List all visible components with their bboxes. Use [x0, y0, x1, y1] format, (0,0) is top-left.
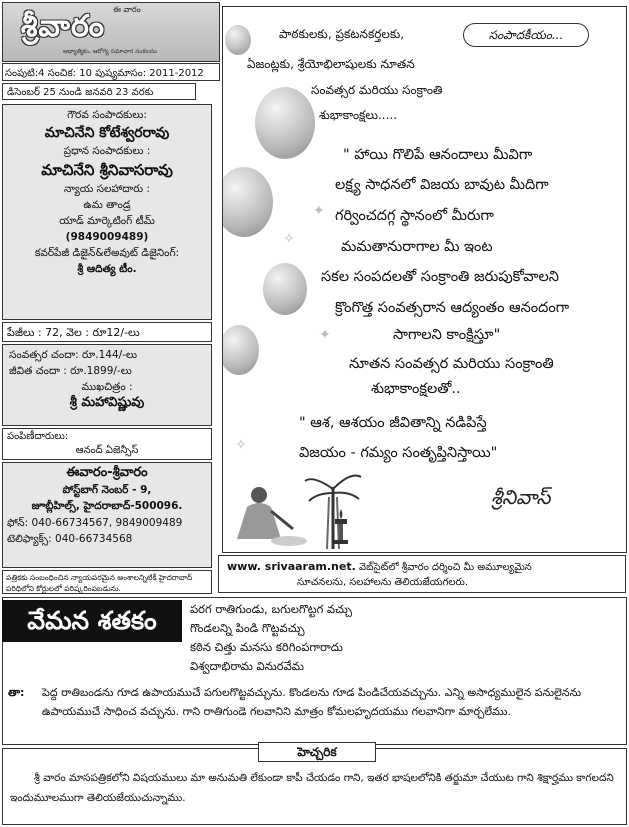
cover-deity: శ్రీ మహావిష్ణువు [69, 395, 145, 410]
legal-note: పత్రికకు సంబంధించిన న్యాయపరమైన అంశాలన్నిటికీ హైదరాబాద్ పరిధిలోని కోర్టులలో పరిష్కరింపబడును. [2, 570, 212, 594]
price-line: పేజీలు : 72, వెల : రూ12/-లు [2, 322, 212, 342]
address-line2: జూబ్లీహిల్స్, హైదరాబాద్-500096. [31, 500, 183, 512]
poem-line2: లక్ష్య సాధనలో విజయ బావుట మీదిగా [335, 177, 549, 193]
star-decoration: ✧ [283, 231, 295, 247]
website-url[interactable]: www. srivaaram.net. [227, 560, 356, 573]
poem-line6: క్రొంగొత్త సంవత్సరాన ఆద్యంతం ఆనందంగా [335, 300, 570, 316]
chief-editor-label: ప్రధాన సంపాదకులు : [63, 145, 151, 157]
warning-title: హెచ్చరిక [258, 742, 376, 762]
quote-line1: " ఆశ, ఆశయం జీవితాన్ని నడిపిస్తే [299, 415, 487, 431]
masthead-logo: శ్రీవారం [21, 9, 105, 44]
balloon-decoration [225, 25, 251, 55]
subscription-box [2, 344, 212, 426]
lifetime-subscription: జీవిత చందా : రూ.1899/-లు [9, 365, 132, 377]
poem-line5: సకల సంపదలతో సంక్రాంతి జరుపుకోవాలని [321, 269, 559, 285]
honorary-editor-label: గౌరవ సంపాదకులు: [67, 109, 147, 121]
legal-advisor-label: న్యాయ సలహాదారు : [64, 183, 150, 195]
masthead-prefix: ఈ వారం [113, 5, 141, 14]
vemana-poem-line2: గొండలన్ని పిండి గొట్టవచ్చు [190, 621, 305, 635]
honorary-editor: మాచినేని కోటేశ్వరరావు [44, 125, 170, 141]
warning-text: శ్రీ వారం మాసపత్రికలోని విషయములు మా అనుమతి లేకుండా కాపీ చేయడం గాని, ఇతర భాషలలోనికి తర్జుమా చేయుట గాని శిక్షార్హము కాగలదని ఇందుమూలముగా తెలియజేయుచున్నాము. [10, 772, 614, 804]
website-line1: వెబ్‌సైట్‌లో శ్రీవారం దర్శించి మీ అమూల్యమైన [358, 562, 532, 573]
credits-box [2, 104, 212, 320]
designer: శ్రీ ఆదిత్య టీం. [77, 263, 137, 275]
address-box [2, 462, 212, 568]
vemana-poem-line1: పరగ రాతిగుండు, బగులగొట్టగ వచ్చు [190, 602, 352, 616]
address-line1: పోస్ట్‌బాగ్ నెంబర్ - 9, [62, 483, 152, 496]
address-head: ఈవారం-శ్రీవారం [66, 465, 148, 480]
poem-line1: " హాయి గొలిపే ఆనందాలు మీవిగా [343, 147, 533, 163]
vemana-poem [190, 600, 620, 680]
vemana-title: వేమన శతకం [2, 600, 182, 642]
issue-line: సంపుటి:4 సంచిక: 10 పుష్యమాసం: 2011-2012 [2, 63, 220, 81]
poem-line4: మమతానురాగాల మీ ఇంట [341, 239, 493, 255]
star-decoration: ✦ [313, 203, 325, 219]
address-fax: టెలిఫ్యాక్స్: 040-66734568 [7, 533, 133, 545]
balloon-decoration [222, 325, 259, 375]
vemana-poem-line3: కఠిన చిత్తు మనసు కరిగింపగారాదు [190, 640, 343, 654]
wish-line1: నూతన సంవత్సర మరియు సంక్రాంతి [349, 356, 554, 372]
woman-drawing-illustration [229, 477, 309, 549]
address-phone: ఫోన్: 040-66734567, 9849009489 [7, 516, 183, 529]
annual-subscription: సంవత్సర చందా: రూ.144/-లు [9, 349, 138, 361]
editorial-label: సంపాదకీయం... [463, 23, 589, 47]
distributor-label: పంపిణీదారులు: [7, 431, 69, 442]
distributor-name: ఆనంద్ ఏజెన్సీస్ [75, 445, 139, 456]
star-decoration: ✦ [319, 327, 331, 343]
meaning-text: పెద్ద రాతిబండను గూడ ఉపాయముచే పగులగొట్టవచ్చును. కొండలను గూడ పిండిచేయవచ్చును. ఎన్ని అసాధ్యములైన పనులైనను ఉపాయముచే సాధించ వచ్చును. గాని రాతిగుండె గలవానిని మాత్రం కోమలహృదయము గలవానిగా మార్చలేము. [42, 686, 582, 718]
cover-label: ముఖచిత్రం : [81, 381, 133, 393]
wish-line2: శుభాకాంక్షలతో.. [371, 381, 461, 397]
star-decoration: ✧ [235, 437, 247, 453]
quote-line2: విజయం - గమ్యం సంతృప్తినిస్తాయి" [299, 445, 498, 461]
greeting-line4: శుభాకాంక్షలు..... [319, 108, 398, 122]
distribution-box [2, 428, 212, 460]
website-box [218, 555, 626, 593]
masthead [2, 2, 220, 62]
poem-line7: సాగాలని కాంక్షిస్తూ" [393, 327, 501, 343]
balloon-decoration [222, 167, 273, 237]
masthead-tagline: ఆధ్యాత్మికం, ఆరోగ్య సమాచార సంకలనం [63, 48, 158, 55]
greeting-panel [222, 6, 627, 553]
editor-signature: శ్రీనివాస్ [491, 485, 551, 509]
greeting-line3: సంవత్సర మరియు సంక్రాంతి [311, 83, 443, 97]
ad-marketing: యాడ్ మార్కెటింగ్ టీమ్ [59, 215, 155, 227]
cover-design-label: కవర్‌పేజీ డిజైన్&లేఅవుట్ డిజైనింగ్: [34, 247, 180, 259]
ad-phone: (9849009489) [65, 231, 149, 243]
legal-advisor: ఉమ తాండ్ర [83, 199, 131, 211]
meaning-label: తా: [8, 686, 25, 699]
lamp-illustration [331, 505, 351, 545]
website-line2: సూచనలను, సలహాలను తెలియజేయగలరు. [297, 577, 469, 588]
vemana-poem-line4: విశ్వదాభిరామ వినురవేమ [190, 659, 304, 673]
greeting-line1: పాఠకులకు, ప్రకటనకర్తలకు, [279, 27, 405, 41]
chief-editor: మాచినేని శ్రీనివాసరావు [41, 161, 173, 179]
balloon-decoration [263, 263, 307, 315]
poem-line3: గర్వించదగ్గ స్థానంలో మీరుగా [335, 208, 494, 224]
greeting-line2: ఏజంట్లకు, శ్రేయోభిలాషులకు నూతన [247, 57, 415, 71]
vemana-meaning [2, 683, 622, 743]
balloon-decoration [255, 87, 315, 159]
date-line: డిసెంబర్ 25 నుండి జనవరి 23 వరకు [2, 83, 196, 100]
